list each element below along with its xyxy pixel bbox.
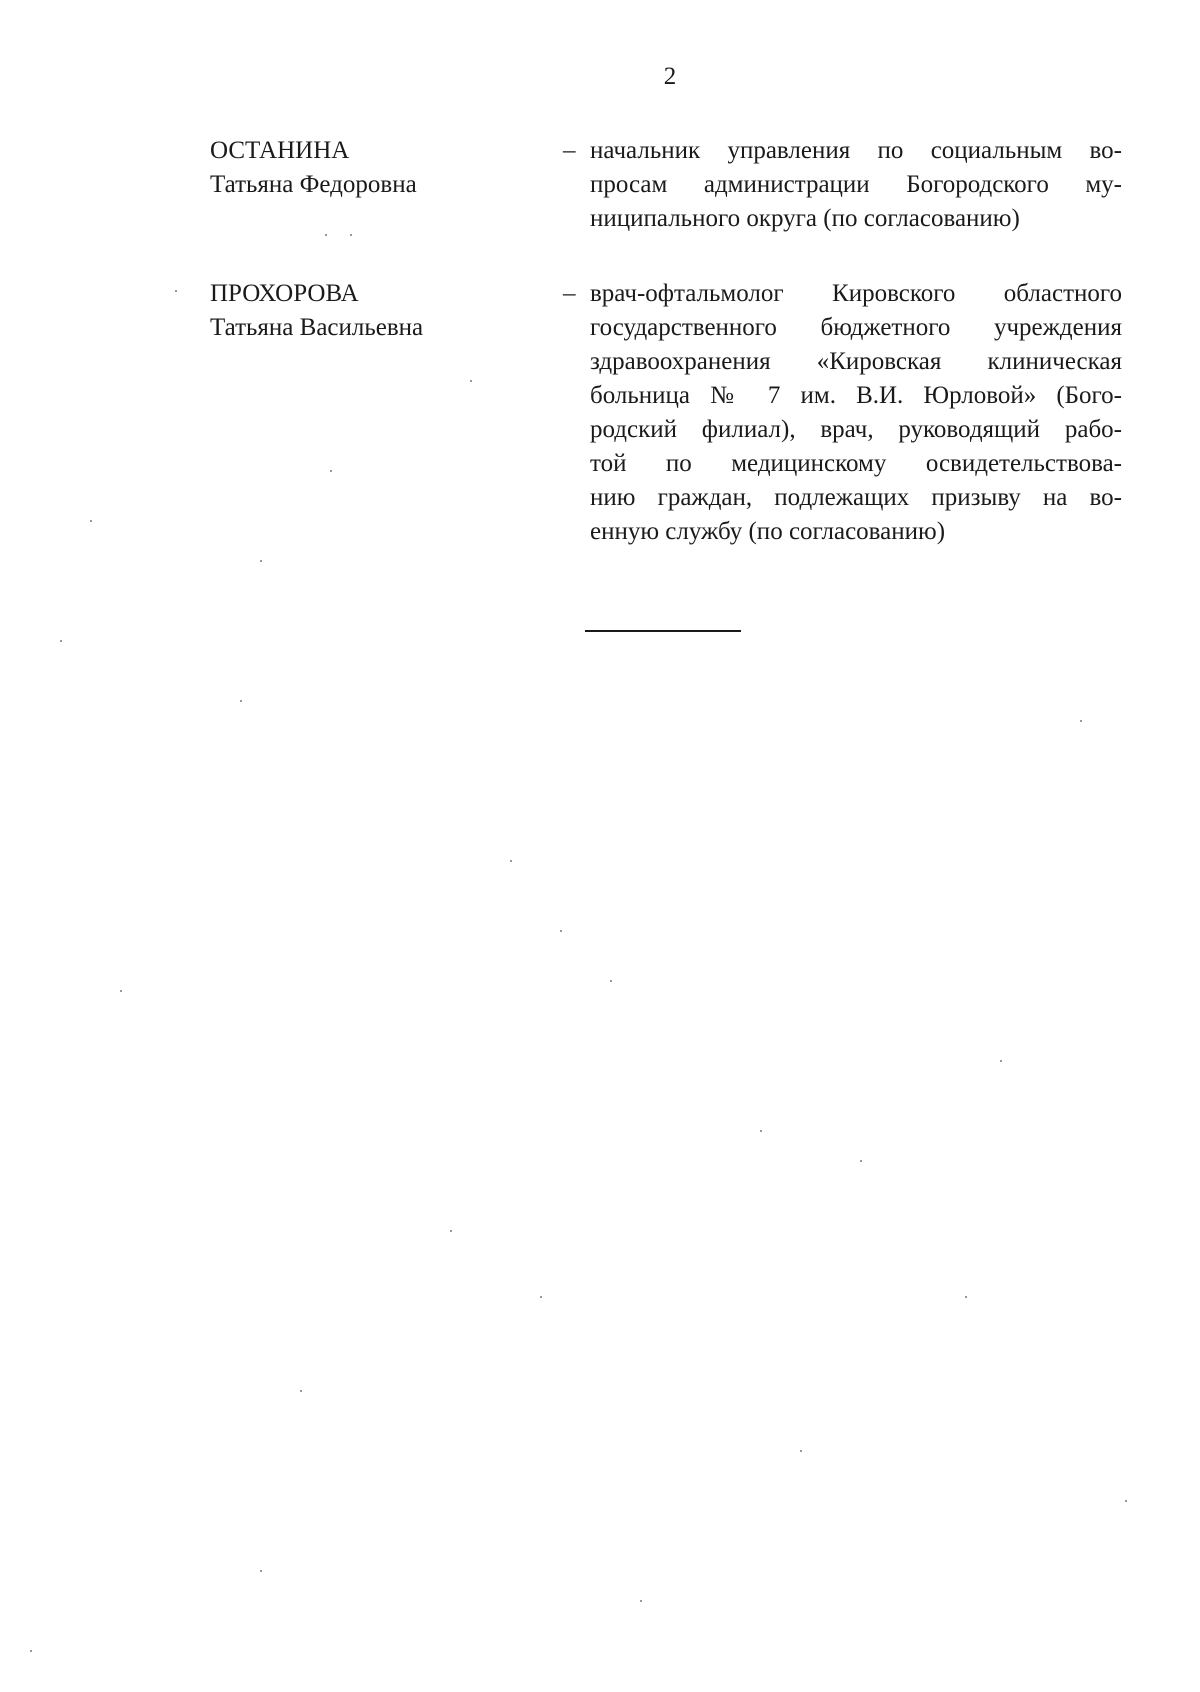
dash-separator: –	[563, 137, 576, 164]
member-role	[590, 277, 1122, 549]
dash-separator: –	[563, 280, 576, 307]
member-surname: ОСТАНИНА	[210, 137, 350, 164]
end-of-list-rule	[585, 630, 741, 632]
role-line: нию граждан, подлежащих призыву на во-	[590, 484, 1122, 511]
member-given-names: Татьяна Васильевна	[210, 314, 424, 341]
role-line: родский филиал), врач, руководящий рабо-	[590, 416, 1122, 443]
role-line: здравоохранения «Кировская клиническая	[590, 348, 1122, 375]
role-line: государственного бюджетного учреждения	[590, 314, 1122, 341]
role-line: врач-офтальмолог Кировского областного	[590, 280, 1122, 307]
member-name	[210, 277, 540, 345]
member-role	[590, 134, 1122, 236]
role-line: начальник управления по социальным во-	[590, 137, 1122, 164]
role-line: енную службу (по согласованию)	[590, 518, 946, 545]
role-line: той по медицинскому освидетельствова-	[590, 450, 1122, 477]
member-given-names: Татьяна Федоровна	[210, 171, 417, 198]
role-line: больница № 7 им. В.И. Юрловой» (Бого-	[590, 382, 1122, 409]
page-number: 2	[663, 63, 677, 90]
role-line: просам администрации Богородского му-	[590, 171, 1122, 198]
member-name	[210, 134, 540, 202]
member-surname: ПРОХОРОВА	[210, 280, 359, 307]
role-line: ниципального округа (по согласованию)	[590, 205, 1020, 232]
